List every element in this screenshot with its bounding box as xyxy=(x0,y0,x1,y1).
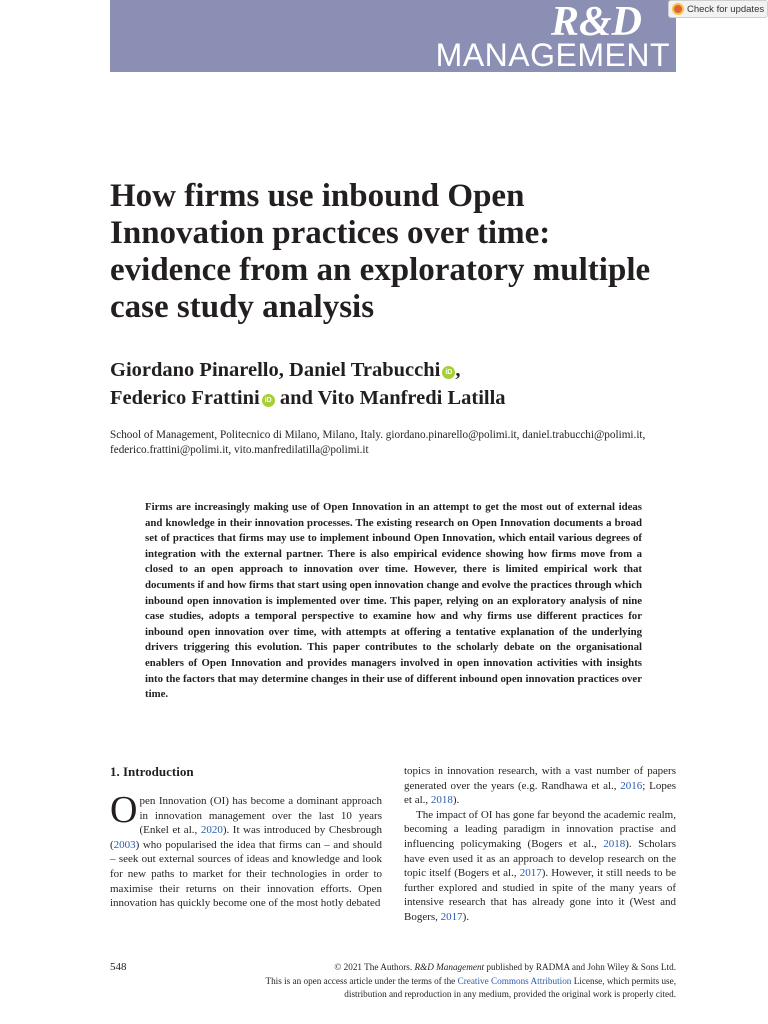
creative-commons-link[interactable]: Creative Commons Attribution xyxy=(457,975,572,986)
text-run: ; Lopes et al., xyxy=(404,779,676,807)
text-run: ) who popularised the idea that firms can – and should – seek out external sources of ideas and knowledge and look for new paths to market for their technologies in order to maximise their returns on their innovation efforts. Open innovation has quickly become one of the most hotly debated xyxy=(110,838,382,910)
author-3: Federico Frattini xyxy=(110,387,260,409)
text-run: License, which permits use, xyxy=(571,975,676,986)
crossmark-icon xyxy=(672,3,684,15)
text-run: © 2021 The Authors. xyxy=(334,962,415,972)
drop-cap: O xyxy=(110,789,138,831)
author-1: Giordano Pinarello, xyxy=(110,359,284,381)
text-run: ). It was introduced by Chesbrough ( xyxy=(110,824,382,851)
article-title: How firms use inbound Open Innovation practices over time: evidence from an exploratory multiple case study analysis xyxy=(110,178,651,325)
text-run: ). xyxy=(462,910,470,923)
text-run: ). Scholars have even used it as an approach to develop research on the topic itself (Bogers et al., xyxy=(404,837,676,880)
citation-link[interactable]: 2017 xyxy=(519,867,542,880)
journal-name: R&D Management xyxy=(414,962,485,972)
abstract: Firms are increasingly making use of Open Innovation in an attempt to get the most out of external ideas and knowledge in their innovation processes. The existing research on Open Innovation documents a broad set of practices that firms may use to implement inbound Open Innovation, which entail various degrees of integration with the external partner. There is also empirical evidence showing how firms move from a closed to an open approach to innovation over time. However, there is limited empirical work that documents if and how firms that start using open innovation change and evolve the practices through which inbound open innovation is implemented over time. This paper, relying on an exploratory analysis of nine case studies, adopts a temporal perspective to examine how and why firms use different practices for inbound open innovation over time, with attempts at offering a tentative explanation of the underlying drivers triggering this evolution. This paper contributes to the scholarly debate on the organisational enablers of Open Innovation and provides managers involved in open innovation activities with insights into the factors that may determine changes in their use of different inbound open innovation practices over time. xyxy=(145,501,642,701)
check-for-updates-button[interactable] xyxy=(668,0,768,18)
orcid-icon[interactable]: iD xyxy=(262,394,275,407)
text-run: ). However, it still needs to be further explored and studied in spite of the many years of intensive research that has already gone into it (West and Bogers, xyxy=(404,867,676,923)
intro-paragraph-1 xyxy=(110,789,382,911)
citation-link[interactable]: 2020 xyxy=(200,824,223,837)
left-column xyxy=(110,764,382,911)
journal-banner xyxy=(110,0,676,72)
intro-paragraph-1-continued xyxy=(404,764,676,808)
text-run: topics in innovation research, with a vast number of papers generated over the years (e.g. Randhawa et al., xyxy=(404,765,676,792)
journal-logo-management: MANAGEMENT xyxy=(435,37,670,73)
right-column xyxy=(404,764,676,925)
text-run: distribution and reproduction in any medium, provided the original work is properly cited. xyxy=(344,989,676,999)
text-run: This is an open access article under the terms of the xyxy=(265,975,458,986)
text-run: published by RADMA and John Wiley & Sons Ltd. xyxy=(484,962,676,972)
license-footer xyxy=(190,961,676,1002)
author-4: and Vito Manfredi Latilla xyxy=(279,387,506,409)
author-list xyxy=(110,356,670,412)
citation-link[interactable]: 2018 xyxy=(430,794,453,807)
citation-link[interactable]: 2016 xyxy=(620,779,643,792)
check-for-updates-label: Check for updates xyxy=(687,3,765,15)
citation-link[interactable]: 2017 xyxy=(440,910,463,923)
affiliation: School of Management, Politecnico di Milano, Milano, Italy. giordano.pinarello@polimi.it, daniel.trabucchi@polimi.it, federico.frattini@polimi.it, vito.manfredilatilla@polimi.it xyxy=(110,429,646,456)
citation-link[interactable]: 2018 xyxy=(603,837,626,850)
intro-paragraph-2 xyxy=(404,808,676,925)
text-run: ). xyxy=(452,794,460,807)
author-2: Daniel Trabucchi xyxy=(289,359,441,381)
citation-link[interactable]: 2003 xyxy=(113,838,136,851)
section-heading-introduction: 1. Introduction xyxy=(110,764,194,779)
text-run: pen Innovation (OI) has become a dominant approach in innovation management over the last 10 years (Enkel et al., xyxy=(139,795,382,837)
author-separator: , xyxy=(455,359,461,381)
orcid-icon[interactable]: iD xyxy=(442,366,455,379)
page-number: 548 xyxy=(110,961,127,973)
journal-logo-rd: R&D xyxy=(550,0,642,45)
text-run: The impact of OI has gone far beyond the academic realm, becoming a leading paradigm in innovation practise and influencing policymaking (Bogers et al., xyxy=(404,808,676,850)
